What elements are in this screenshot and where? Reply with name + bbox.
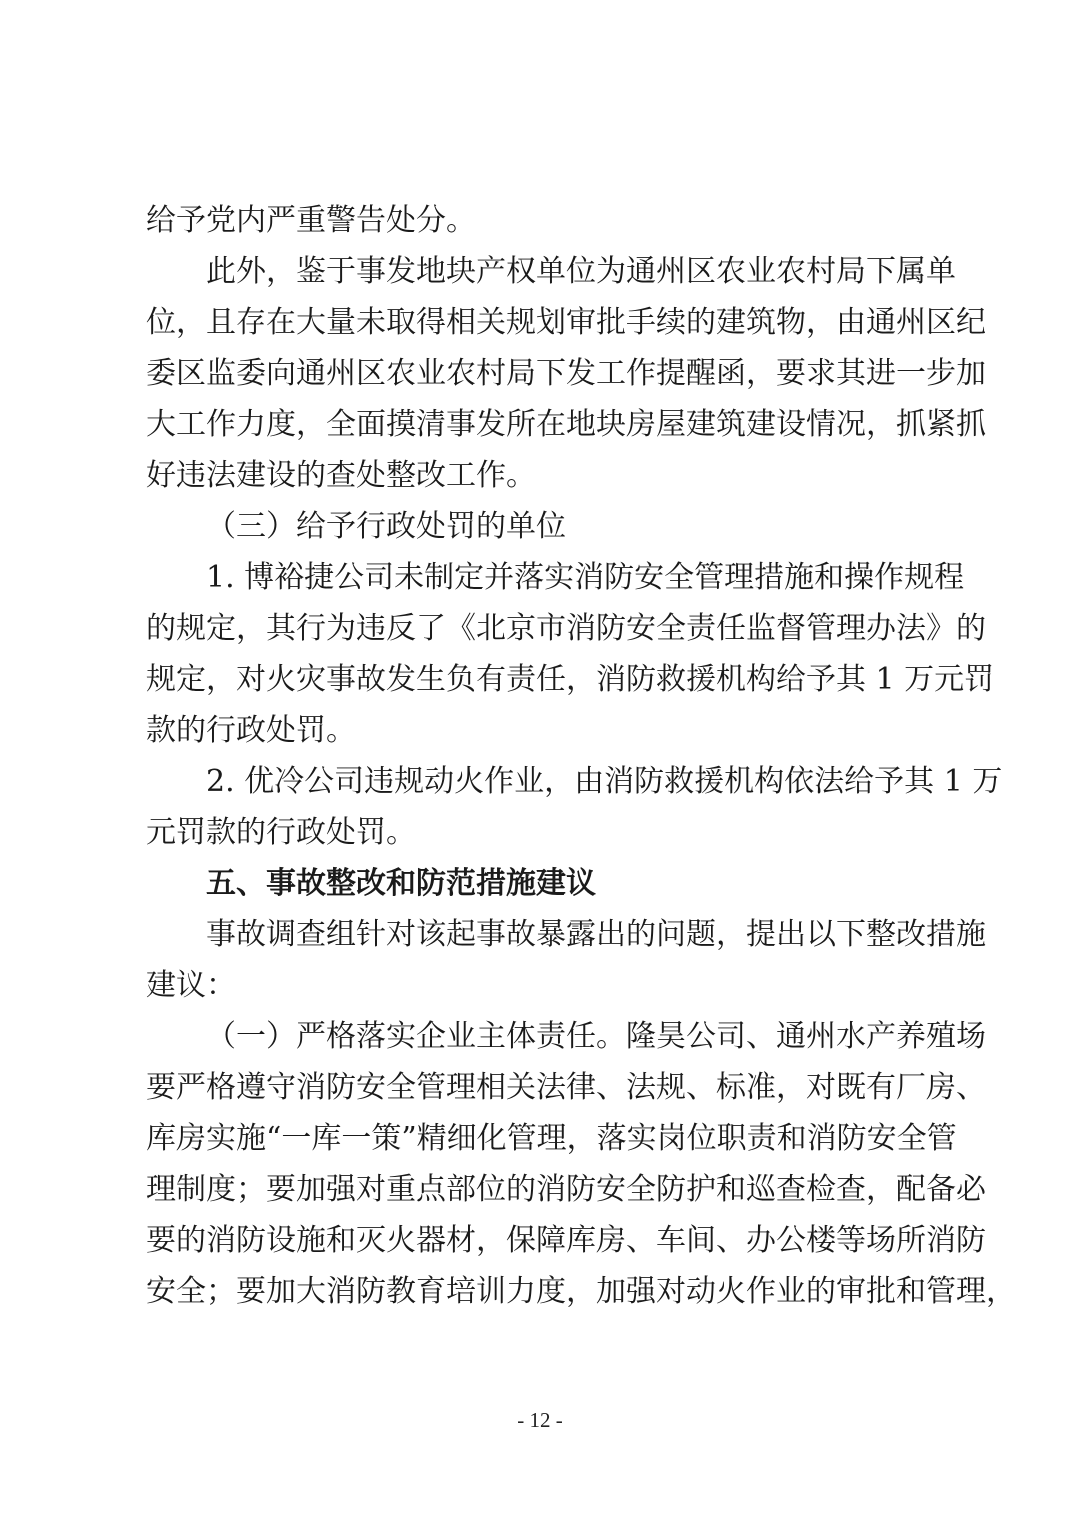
page-number: - 12 - (517, 1408, 563, 1432)
paragraph-line-15: 事故调查组针对该起事故暴露出的问题，提出以下整改措施 (206, 917, 986, 952)
paragraph-line-21: 要的消防设施和灭火器材，保障库房、车间、办公楼等场所消防 (146, 1223, 986, 1258)
paragraph-line-18: 要严格遵守消防安全管理相关法律、法规、标准，对既有厂房、 (146, 1070, 986, 1105)
paragraph-line-11: 款的行政处罚。 (146, 713, 356, 748)
paragraph-line-8: 1. 博裕捷公司未制定并落实消防安全管理措施和操作规程 (206, 560, 965, 595)
paragraph-line-9: 的规定，其行为违反了《北京市消防安全责任监督管理办法》的 (146, 611, 986, 646)
paragraph-line-12: 2. 优冷公司违规动火作业，由消防救援机构依法给予其 1 万 (206, 764, 1003, 799)
paragraph-line-10: 规定，对火灾事故发生负有责任，消防救援机构给予其 1 万元罚 (146, 662, 995, 697)
section-heading: 五、事故整改和防范措施建议 (206, 866, 596, 901)
paragraph-line-5: 大工作力度，全面摸清事发所在地块房屋建筑建设情况，抓紧抓 (146, 407, 986, 442)
paragraph-line-4: 委区监委向通州区农业农村局下发工作提醒函，要求其进一步加 (146, 356, 986, 391)
paragraph-line-16: 建议： (146, 968, 236, 1003)
paragraph-line-3: 位，且存在大量未取得相关规划审批手续的建筑物，由通州区纪 (146, 305, 986, 340)
paragraph-line-2: 此外，鉴于事发地块产权单位为通州区农业农村局下属单 (206, 254, 956, 289)
paragraph-line-17: （一）严格落实企业主体责任。隆昊公司、通州水产养殖场 (206, 1019, 986, 1054)
paragraph-line-22: 安全；要加大消防教育培训力度，加强对动火作业的审批和管理， (146, 1274, 1016, 1309)
paragraph-line-19: 库房实施“一库一策”精细化管理，落实岗位职责和消防安全管 (146, 1121, 957, 1156)
paragraph-line-20: 理制度；要加强对重点部位的消防安全防护和巡查检查，配备必 (146, 1172, 986, 1207)
paragraph-line-1: 给予党内严重警告处分。 (146, 203, 476, 238)
section-subheading: （三）给予行政处罚的单位 (206, 509, 566, 544)
paragraph-line-13: 元罚款的行政处罚。 (146, 815, 416, 850)
paragraph-line-6: 好违法建设的查处整改工作。 (146, 458, 536, 493)
